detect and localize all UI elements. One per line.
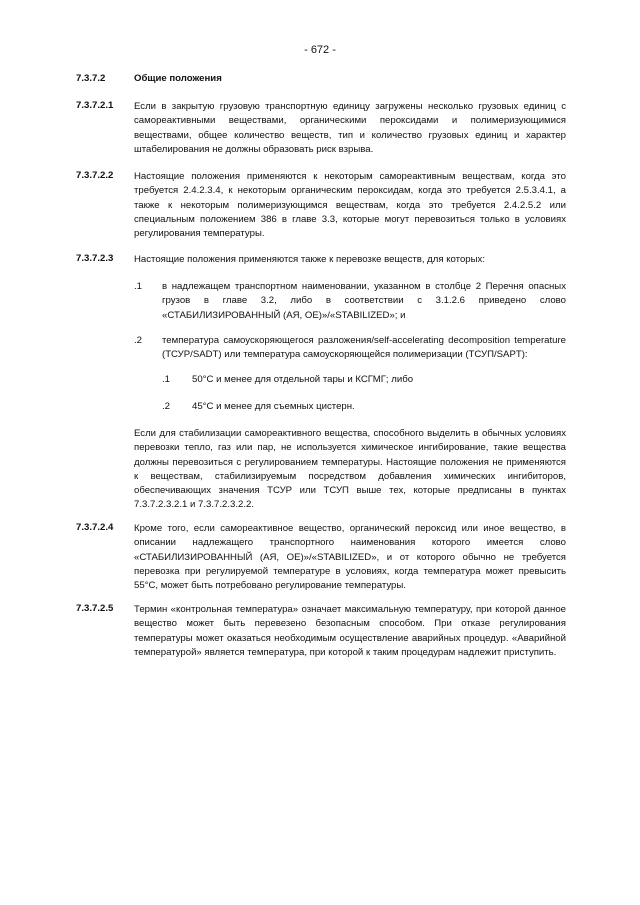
list-item-number: .1 (134, 281, 143, 292)
sub-list-item-text: 50°С и менее для отдельной тары и КСГМГ; либо (192, 374, 414, 385)
list-item-number: .2 (134, 335, 143, 346)
section-paragraph: Термин «контрольная температура» означает максимальную температуру, при которой данное вещество может быть перевезено безопасным способом. При отказе регулирования температуры может оказаться необходимым осуществление аварийных процедур. «Аварийной температурой» является температура, при которой к таким процедурам надлежит приступить. (134, 604, 566, 658)
section-number: 7.3.7.2.5 (76, 603, 114, 614)
section-paragraph: Настоящие положения применяются также к перевозке веществ, для которых: (134, 254, 485, 265)
section-number: 7.3.7.2.1 (76, 100, 114, 111)
section-number: 7.3.7.2.3 (76, 253, 114, 264)
sub-list-item-number: .1 (162, 374, 171, 385)
section-paragraph: Если в закрытую грузовую транспортную единицу загружены несколько грузовых единиц с самореактивными веществами, органическими пероксидами и полимеризующимися веществами, общее количество веществ, тип и количество грузовых единиц и характер штабелирования не должны образовать риск взрыва. (134, 101, 566, 155)
section-paragraph: Настоящие положения применяются к некоторым самореактивным веществам, когда это требуется 2.4.2.3.4, к некоторым органическим пероксидам, когда это требуется 2.5.3.4.1, а также к некоторым полимеризующимся веществам, когда это требуется 2.4.2.5.2 или специальным положением 386 в главе 3.3, которые могут перевозиться только в условиях регулирования температуры. (134, 171, 566, 240)
section-number: 7.3.7.2 (76, 73, 106, 84)
section-number: 7.3.7.2.2 (76, 170, 114, 181)
list-item-text: в надлежащем транспортном наименовании, указанном в столбце 2 Перечня опасных грузов в главе 3.2, либо в соответствии с 3.1.2.6 приведено слово «СТАБИЛИЗИРОВАННЫЙ (АЯ, ОЕ)»/«STABILIZED»; и (162, 281, 566, 321)
paragraph-text: Если для стабилизации самореактивного вещества, способного выделить в обычных условиях перевозки тепло, газ или пар, не используется химическое ингибирование, такие вещества должны перевозиться с регулированием температуры. Настоящие положения не применяются к веществам, стабилизируемым посредством добавления химических ингибиторов, обеспечивающих значения ТСУР или ТСУП выше тех, которые предписаны в пунктах 7.3.7.2.3.2.1 и 7.3.7.2.3.2.2. (134, 428, 566, 511)
section-heading: Общие положения (134, 73, 222, 84)
section-paragraph: Кроме того, если самореактивное вещество, органический пероксид или иное вещество, в описании надлежащего транспортного наименования которого имеется слово «СТАБИЛИЗИРОВАННЫЙ (АЯ, ОЕ)»/«STABILIZED», и от которого обычно не требуется перевозка при регулируемой температуре в условиях, когда температура может превысить 55°С, может быть потребовано регулирование температуры. (134, 523, 566, 592)
sub-list-item-text: 45°С и менее для съемных цистерн. (192, 401, 355, 412)
section-number: 7.3.7.2.4 (76, 522, 114, 533)
list-item-text: температура самоускоряющегося разложения/self-accelerating decomposition temperature (ТСУР/SADT) или температура самоускоряющейся полимеризации (ТСУП/SAPT): (162, 335, 566, 361)
page-number: - 672 - (304, 44, 336, 56)
sub-list-item-number: .2 (162, 401, 171, 412)
